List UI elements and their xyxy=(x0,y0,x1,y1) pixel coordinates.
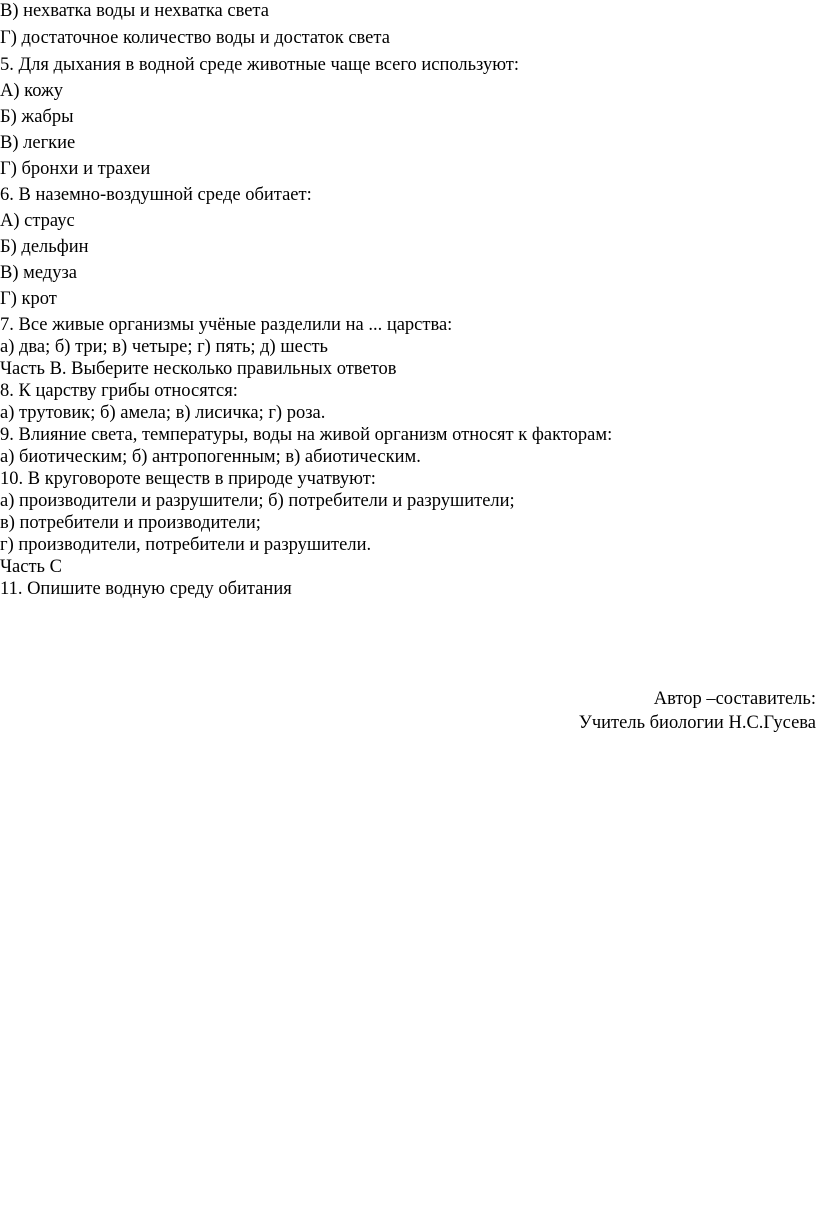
answer-option-3v: В) нехватка воды и нехватка света xyxy=(0,1,269,21)
question-8: 8. К царству грибы относятся: xyxy=(0,381,238,401)
question-11: 11. Опишите водную среду обитания xyxy=(0,579,292,599)
answer-options-8: а) трутовик; б) амела; в) лисичка; г) роза. xyxy=(0,403,326,423)
answer-option-5g: Г) бронхи и трахеи xyxy=(0,159,151,179)
section-c-heading: Часть С xyxy=(0,557,62,577)
answer-options-7: а) два; б) три; в) четыре; г) пять; д) шесть xyxy=(0,337,328,357)
answer-option-6v: В) медуза xyxy=(0,263,77,283)
section-b-heading: Часть В. Выберите несколько правильных ответов xyxy=(0,359,397,379)
answer-options-9: а) биотическим; б) антропогенным; в) абиотическим. xyxy=(0,447,421,467)
answer-option-3g: Г) достаточное количество воды и достаток света xyxy=(0,28,390,48)
answer-option-6a: А) страус xyxy=(0,211,75,231)
author-name: Учитель биологии Н.С.Гусева xyxy=(578,713,816,733)
question-5: 5. Для дыхания в водной среде животные чаще всего используют: xyxy=(0,55,520,75)
answer-option-5v: В) легкие xyxy=(0,133,76,153)
answer-option-5b: Б) жабры xyxy=(0,107,74,127)
answer-option-5a: А) кожу xyxy=(0,81,64,101)
question-7: 7. Все живые организмы учёные разделили на ... царства: xyxy=(0,315,453,335)
question-6: 6. В наземно-воздушной среде обитает: xyxy=(0,185,312,205)
question-9: 9. Влияние света, температуры, воды на живой организм относят к факторам: xyxy=(0,425,613,445)
answer-options-10c: г) производители, потребители и разрушители. xyxy=(0,535,372,555)
answer-option-6b: Б) дельфин xyxy=(0,237,89,257)
answer-options-10b: в) потребители и производители; xyxy=(0,513,261,533)
author-label: Автор –составитель: xyxy=(653,689,816,709)
answer-options-10a: а) производители и разрушители; б) потребители и разрушители; xyxy=(0,491,515,511)
answer-option-6g: Г) крот xyxy=(0,289,57,309)
question-10: 10. В круговороте веществ в природе учатвуют: xyxy=(0,469,376,489)
